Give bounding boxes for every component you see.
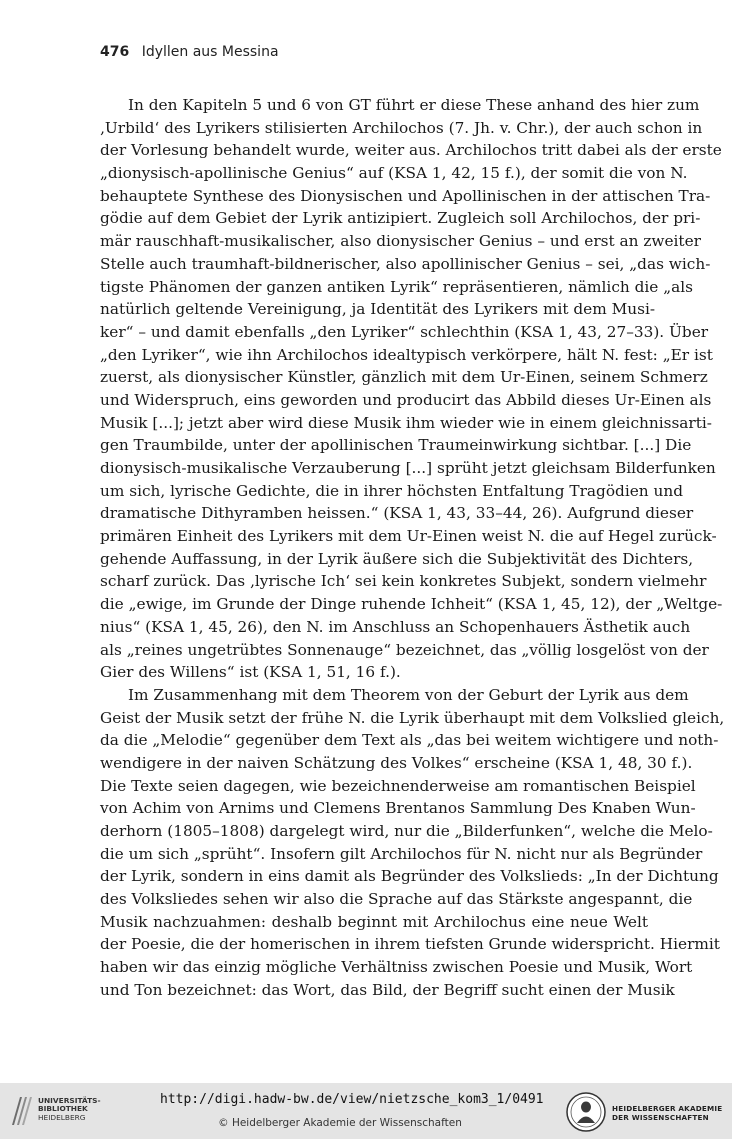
text-line: der Vorlesung behandelt wurde, weiter aus. Archilochos tritt dabei als der erste (100, 141, 722, 160)
academy-logo[interactable] (566, 1092, 726, 1134)
page-number: 476 (100, 44, 130, 60)
copyright-notice: © Heidelberger Akademie der Wissenschaften (218, 1117, 462, 1129)
library-logo-line: UNIVERSITÄTS- (38, 1096, 101, 1105)
text-line: wendigere in der naiven Schätzung des Volkes“ erscheine (KSA 1, 48, 30 f.). (100, 753, 693, 772)
text-line: dramatische Dithyramben heissen.“ (KSA 1, 43, 33–44, 26). Aufgrund dieser (100, 504, 694, 523)
text-line: zuerst, als dionysischer Künstler, gänzlich mit dem Ur-Einen, seinem Schmerz (100, 368, 708, 387)
text-line: nius“ (KSA 1, 45, 26), den N. im Anschluss an Schopenhauers Ästhetik auch (100, 617, 691, 636)
text-line: die „ewige, im Grunde der Dinge ruhende Ichheit“ (KSA 1, 45, 12), der „Weltge- (100, 595, 723, 614)
text-line: behauptete Synthese des Dionysischen und Apollinischen in der attischen Tra- (100, 186, 711, 205)
text-line: des Volksliedes sehen wir also die Sprache auf das Stärkste angespannt, die (100, 890, 693, 909)
text-line: und Ton bezeichnet: das Wort, das Bild, der Begriff sucht einen der Musik (100, 980, 675, 999)
text-line: Gier des Willens“ ist (KSA 1, 51, 16 f.). (100, 663, 401, 682)
text-line: mär rauschhaft-musikalischer, also dionysischer Genius – und erst an zweiter (100, 232, 701, 251)
text-line: natürlich geltende Vereinigung, ja Identität des Lyrikers mit dem Musi- (100, 300, 656, 319)
text-line: Musik nachzuahmen: deshalb beginnt mit Archilochus eine neue Welt (100, 912, 648, 931)
body-text (100, 94, 725, 1002)
academy-logo-line: HEIDELBERGER AKADEMIE (612, 1104, 723, 1113)
text-line: gehende Auffassung, in der Lyrik äußere sich die Subjektivität des Dichters, (100, 549, 694, 568)
text-line: In den Kapiteln 5 und 6 von GT führt er diese These anhand des hier zum (128, 96, 700, 114)
running-title: Idyllen aus Messina (141, 44, 279, 60)
text-line: der Lyrik, sondern in eins damit als Begründer des Volkslieds: „In der Dichtung (100, 867, 719, 886)
academy-logo-line: DER WISSENSCHAFTEN (612, 1113, 709, 1122)
text-line: primären Einheit des Lyrikers mit dem Ur-Einen weist N. die auf Hegel zurück- (100, 527, 717, 546)
university-library-logo[interactable] (10, 1093, 122, 1131)
text-line: als „reines ungetrübtes Sonnenauge“ bezeichnet, das „völlig losgelöst von der (100, 640, 709, 659)
library-mark-icon (10, 1095, 34, 1127)
paragraph (100, 684, 725, 1002)
library-logo-line: HEIDELBERG (38, 1112, 86, 1122)
text-line: der Poesie, die der homerischen in ihrem tiefsten Grunde widerspricht. Hiermit (100, 935, 720, 954)
text-line: „den Lyriker“, wie ihn Archilochos idealtypisch verkörpere, hält N. fest: „Er ist (100, 345, 713, 364)
running-head (100, 44, 660, 64)
text-line: gödie auf dem Gebiet der Lyrik antizipiert. Zugleich soll Archilochos, der pri- (100, 209, 701, 228)
text-line: und Widerspruch, eins geworden und producirt das Abbild dieses Ur-Einen als (100, 390, 712, 409)
paragraph (100, 94, 723, 684)
text-line: Die Texte seien dagegen, wie bezeichnenderweise am romantischen Beispiel (100, 776, 696, 795)
text-line: Im Zusammenhang mit dem Theorem von der Geburt der Lyrik aus dem (128, 685, 689, 704)
library-logo-line: BIBLIOTHEK (38, 1104, 88, 1114)
text-line: Stelle auch traumhaft-bildnerischer, also apollinischer Genius – sei, „das wich- (100, 254, 711, 273)
text-line: die um sich „sprüht“. Insofern gilt Archilochos für N. nicht nur als Begründer (100, 844, 703, 863)
text-line: „dionysisch-apollinische Genius“ auf (KSA 1, 42, 15 f.), der somit die von N. (100, 164, 688, 183)
text-line: haben wir das einzig mögliche Verhältniss zwischen Poesie und Musik, Wort (100, 958, 693, 977)
text-line: um sich, lyrische Gedichte, die in ihrer höchsten Entfaltung Tragödien und (100, 481, 683, 500)
text-line: dionysisch-musikalische Verzauberung [...] sprüht jetzt gleichsam Bilderfunken (100, 459, 716, 477)
academy-seal-icon (566, 1092, 606, 1132)
footer-bar (0, 1083, 732, 1139)
text-line: da die „Melodie“ gegenüber dem Text als „das bei weitem wichtigere und noth- (100, 731, 719, 750)
text-line: von Achim von Arnims und Clemens Brentanos Sammlung Des Knaben Wun- (100, 799, 696, 818)
text-line: Musik [...]; jetzt aber wird diese Musik ihm wieder wie in einem gleichnissarti- (100, 413, 712, 432)
text-line: ker“ – und damit ebenfalls „den Lyriker“ schlechthin (KSA 1, 43, 27–33). Über (100, 322, 709, 341)
text-line: tigste Phänomen der ganzen antiken Lyrik“ repräsentieren, nämlich die „als (100, 277, 693, 296)
text-line: gen Traumbilde, unter der apollinischen Traumeinwirkung sichtbar. [...] Die (100, 436, 692, 455)
permalink-url[interactable]: http://digi.hadw-bw.de/view/nietzsche_kom3_1/0491 (160, 1092, 544, 1107)
text-line: Geist der Musik setzt der frühe N. die Lyrik überhaupt mit dem Volkslied gleich, (100, 708, 725, 727)
text-line: derhorn (1805–1808) dargelegt wird, nur die „Bilderfunken“, welche die Melo- (100, 822, 713, 840)
academy-logo-text (612, 1104, 722, 1122)
text-line: scharf zurück. Das ‚lyrische Ich‘ sei kein konkretes Subjekt, sondern vielmehr (100, 572, 707, 591)
text-line: ‚Urbild‘ des Lyrikers stilisierten Archilochos (7. Jh. v. Chr.), der auch schon in (100, 118, 703, 137)
library-logo-text (38, 1097, 101, 1122)
